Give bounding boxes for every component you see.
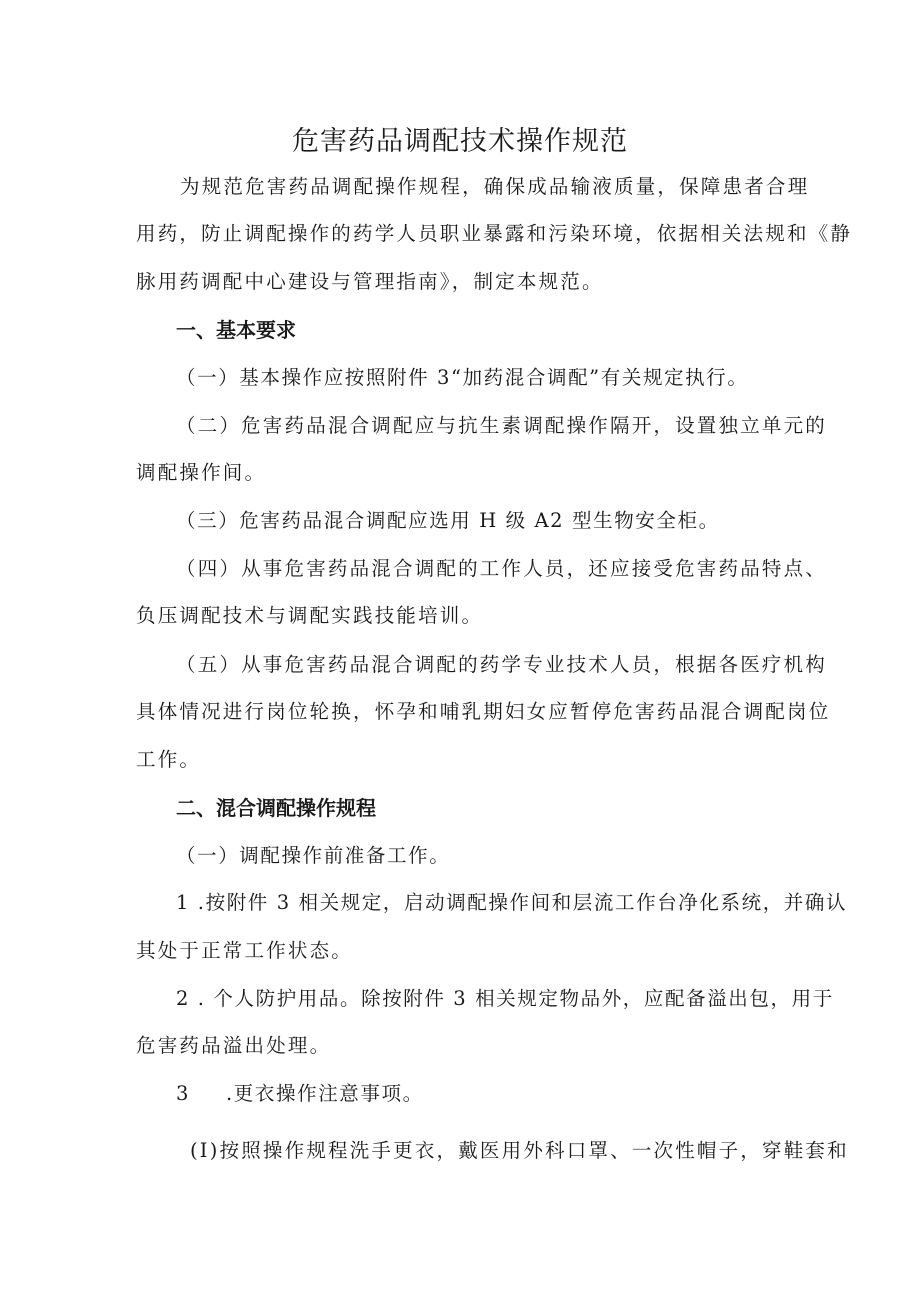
list-item: （一）基本操作应按照附件 3“加药混合调配”有关规定执行。 xyxy=(176,366,749,389)
numbered-item: 1 .按附件 3 相关规定，启动调配操作间和层流工作台净化系统，并确认 xyxy=(176,891,848,914)
paragraph-line: 用药，防止调配操作的药学人员职业暴露和污染环境，依据相关法规和《静 xyxy=(136,222,853,245)
paragraph-line: 脉用药调配中心建设与管理指南》，制定本规范。 xyxy=(136,270,604,293)
numbered-item-continuation: 其处于正常工作状态。 xyxy=(136,939,354,962)
numbered-item: 2 . 个人防护用品。除按附件 3 相关规定物品外，应配备溢出包，用于 xyxy=(176,987,834,1010)
list-item-continuation: 具体情况进行岗位轮换，怀孕和哺乳期妇女应暂停危害药品混合调配岗位 xyxy=(136,700,831,723)
list-item-continuation: 工作。 xyxy=(136,748,202,771)
numbered-item-continuation: 危害药品溢出处理。 xyxy=(136,1034,332,1057)
document-title: 危害药品调配技术操作规范 xyxy=(292,126,628,157)
list-item: （二）危害药品混合调配应与抗生素调配操作隔开，设置独立单元的 xyxy=(176,414,828,437)
list-item-continuation: 负压调配技术与调配实践技能培训。 xyxy=(136,604,484,627)
section-heading-1: 一、基本要求 xyxy=(176,318,296,342)
list-item: （三）危害药品混合调配应选用 H 级 A2 型生物安全柜。 xyxy=(176,509,720,532)
section-heading-2: 二、混合调配操作规程 xyxy=(176,796,376,820)
list-item-continuation: 调配操作间。 xyxy=(136,461,267,484)
sub-item: (I)按照操作规程洗手更衣，戴医用外科口罩、一次性帽子，穿鞋套和 xyxy=(190,1139,849,1162)
numbered-item-number: 3 xyxy=(176,1082,189,1105)
list-item: （五）从事危害药品混合调配的药学专业技术人员，根据各医疗机构 xyxy=(176,653,828,676)
numbered-item: .更衣操作注意事项。 xyxy=(226,1082,424,1105)
paragraph-line: 为规范危害药品调配操作规程，确保成品输液质量，保障患者合理 xyxy=(180,175,810,198)
list-item: （四）从事危害药品混合调配的工作人员，还应接受危害药品特点、 xyxy=(176,557,828,580)
subsection-item: （一）调配操作前准备工作。 xyxy=(176,844,451,867)
